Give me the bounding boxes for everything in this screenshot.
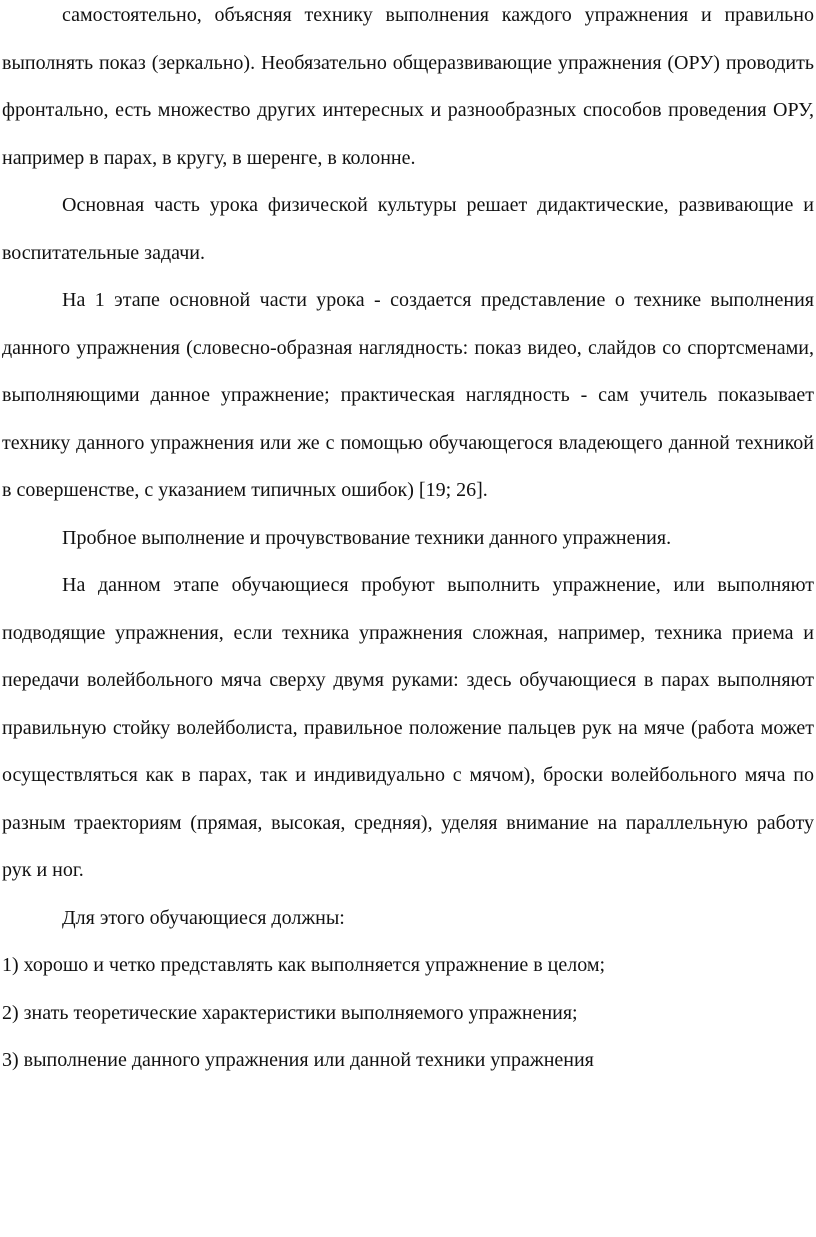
paragraph-main-part-tasks: Основная часть урока физической культуры решает дидактические, развивающие и воспитательные задачи. [2,194,814,264]
list-item-2: 2) знать теоретические характеристики выполняемого упражнения; [2,1001,578,1024]
list-item-3: 3) выполнение данного упражнения или данной техники упражнения [2,1049,594,1071]
paragraph-ory-methods: самостоятельно, объясняя технику выполнения каждого упражнения и правильно выполнять показ (зеркально). Необязательно общеразвивающие упражнения (ОРУ) проводить фронтально, есть множество других интересных и разнообразных способов проведения ОРУ, например в парах, в кругу, в шеренге, в колонне. [2,4,814,169]
paragraph-requirements-intro: Для этого обучающиеся должны: [62,906,345,929]
list-item-1: 1) хорошо и четко представлять как выполняется упражнение в целом; [2,954,606,976]
paragraph-trial-execution: Пробное выполнение и прочувствование техники данного упражнения. [62,526,672,549]
paragraph-stage-details: На данном этапе обучающиеся пробуют выполнить упражнение, или выполняют подводящие упражнения, если техника упражнения сложная, например, техника приема и передачи волейбольного мяча сверху двумя руками: здесь обучающиеся в парах выполняют правильную стойку волейболиста, правильное положение пальцев рук на мяче (работа может осуществляться как в парах, так и индивидуально с мячом), броски волейбольного мяча по разным траекториям (прямая, высокая, средняя), уделяя внимание на параллельную работу рук и ног. [2,574,814,881]
paragraph-stage-one: На 1 этапе основной части урока - создается представление о технике выполнения данного упражнения (словесно-образная наглядность: показ видео, слайдов со спортсменами, выполняющими данное упражнение; практическая наглядность - сам учитель показывает технику данного упражнения или же с помощью обучающегося владеющего данной техникой в совершенстве, с указанием типичных ошибок) [19; 26]. [2,289,814,501]
